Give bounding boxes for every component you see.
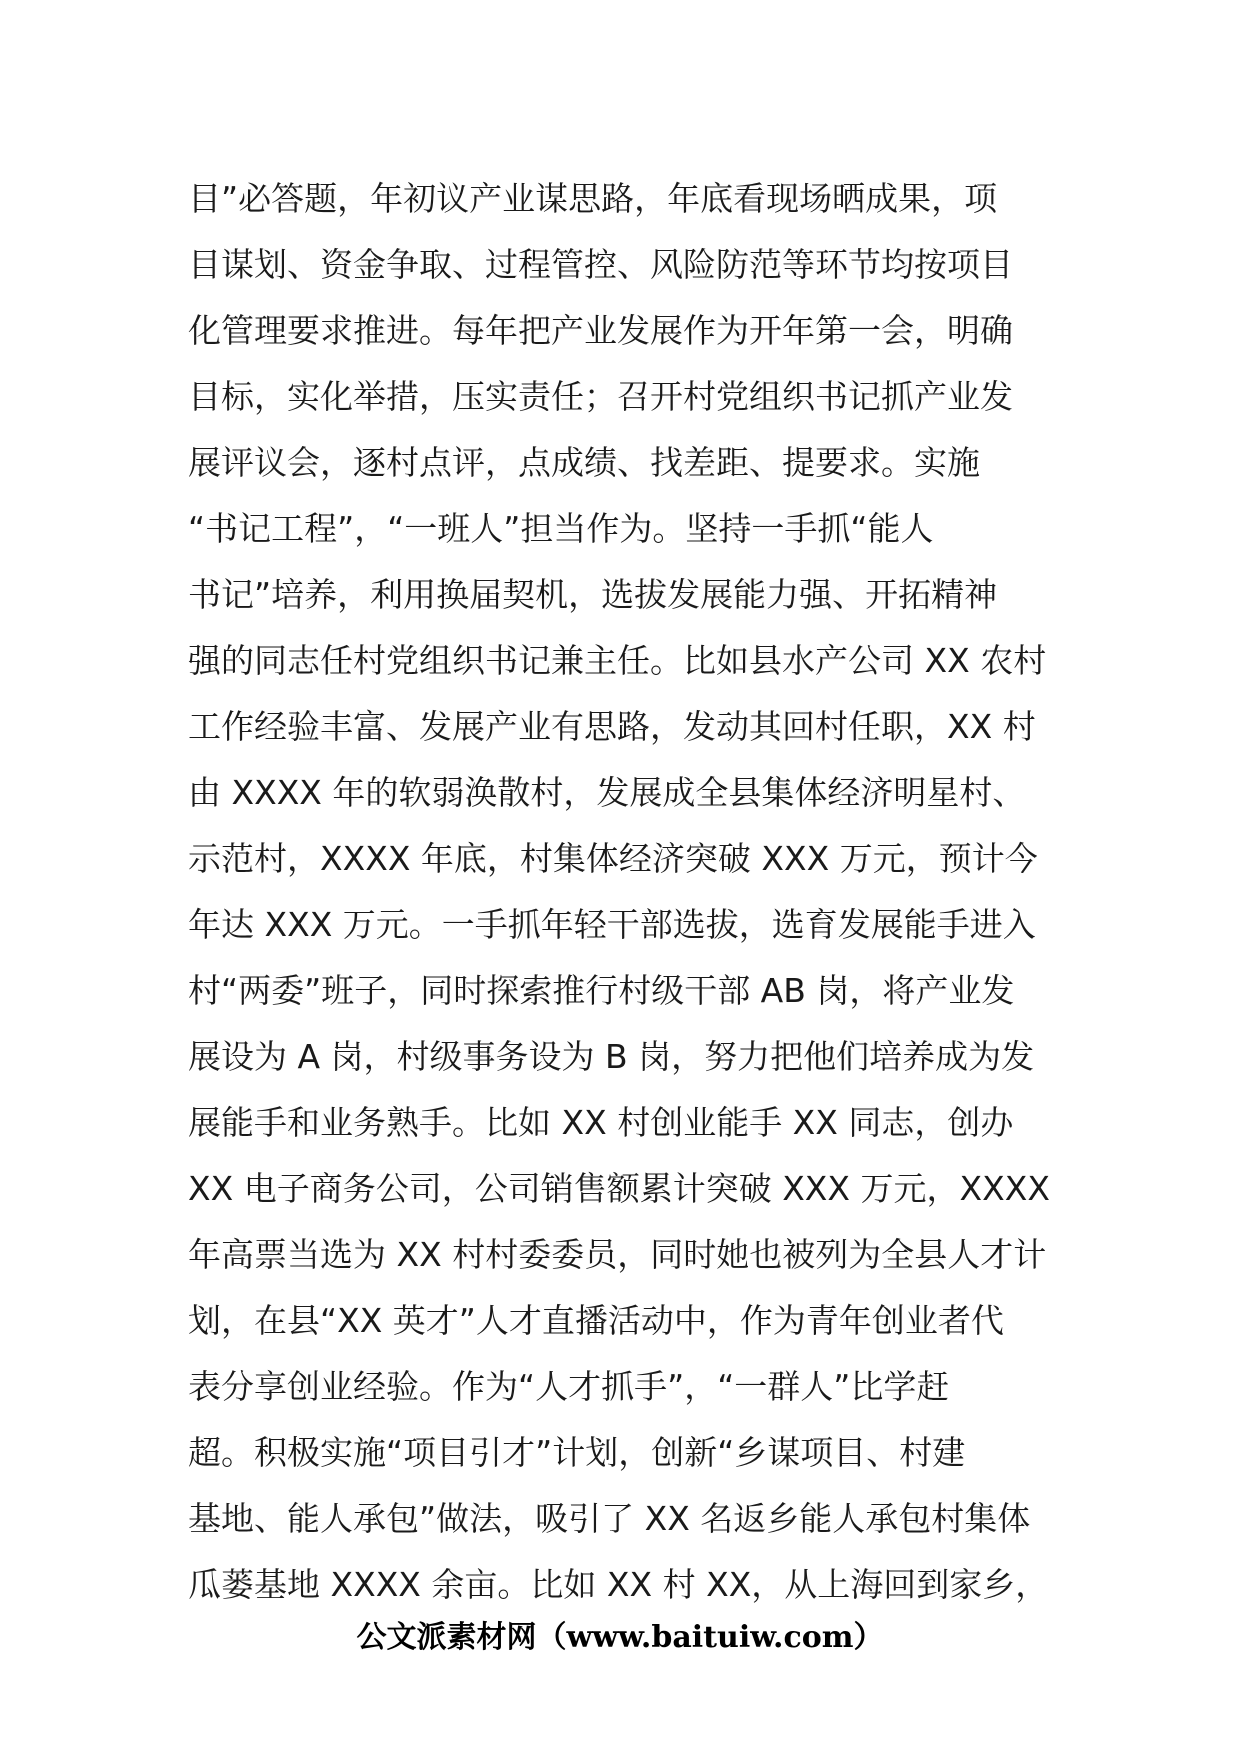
- body-text: [188, 166, 1058, 1618]
- text-line: 化管理要求推进。每年把产业发展作为开年第一会，明确: [188, 311, 1013, 350]
- text-line: 目标，实化举措，压实责任；召开村党组织书记抓产业发: [188, 377, 1013, 416]
- text-line: 强的同志任村党组织书记兼主任。比如县水产公司 XX 农村: [188, 641, 1047, 680]
- text-line: XX 电子商务公司，公司销售额累计突破 XXX 万元，XXXX: [188, 1169, 1050, 1208]
- text-line: 村“两委”班子，同时探索推行村级干部 AB 岗，将产业发: [188, 971, 1015, 1010]
- text-line: 目”必答题，年初议产业谋思路，年底看现场晒成果，项: [188, 179, 998, 218]
- text-line: “书记工程”，“一班人”担当作为。坚持一手抓“能人: [188, 509, 934, 548]
- text-line: 工作经验丰富、发展产业有思路，发动其回村任职，XX 村: [188, 707, 1036, 746]
- text-line: 由 XXXX 年的软弱涣散村，发展成全县集体经济明星村、: [188, 773, 1026, 812]
- text-line: 示范村，XXXX 年底，村集体经济突破 XXX 万元，预计今: [188, 839, 1038, 878]
- text-line: 目谋划、资金争取、过程管控、风险防范等环节均按项目: [188, 245, 1013, 284]
- text-line: 超。积极实施“项目引才”计划，创新“乡谋项目、村建: [188, 1433, 966, 1472]
- text-line: 划，在县“XX 英才”人才直播活动中，作为青年创业者代: [188, 1301, 1004, 1340]
- text-line: 瓜蒌基地 XXXX 余亩。比如 XX 村 XX，从上海回到家乡，: [188, 1565, 1049, 1604]
- text-line: 展评议会，逐村点评，点成绩、找差距、提要求。实施: [188, 443, 980, 482]
- text-line: 年达 XXX 万元。一手抓年轻干部选拔，选育发展能手进入: [188, 905, 1036, 944]
- text-line: 基地、能人承包”做法，吸引了 XX 名返乡能人承包村集体: [188, 1499, 1031, 1538]
- text-line: 表分享创业经验。作为“人才抓手”，“一群人”比学赶: [188, 1367, 950, 1406]
- footer-watermark: 公文派素材网（www.baituiw.com）: [356, 1620, 884, 1655]
- text-line: 展设为 A 岗，村级事务设为 B 岗，努力把他们培养成为发: [188, 1037, 1035, 1076]
- text-line: 书记”培养，利用换届契机，选拔发展能力强、开拓精神: [188, 575, 998, 614]
- text-line: 年高票当选为 XX 村村委委员，同时她也被列为全县人才计: [188, 1235, 1047, 1274]
- text-line: 展能手和业务熟手。比如 XX 村创业能手 XX 同志，创办: [188, 1103, 1014, 1142]
